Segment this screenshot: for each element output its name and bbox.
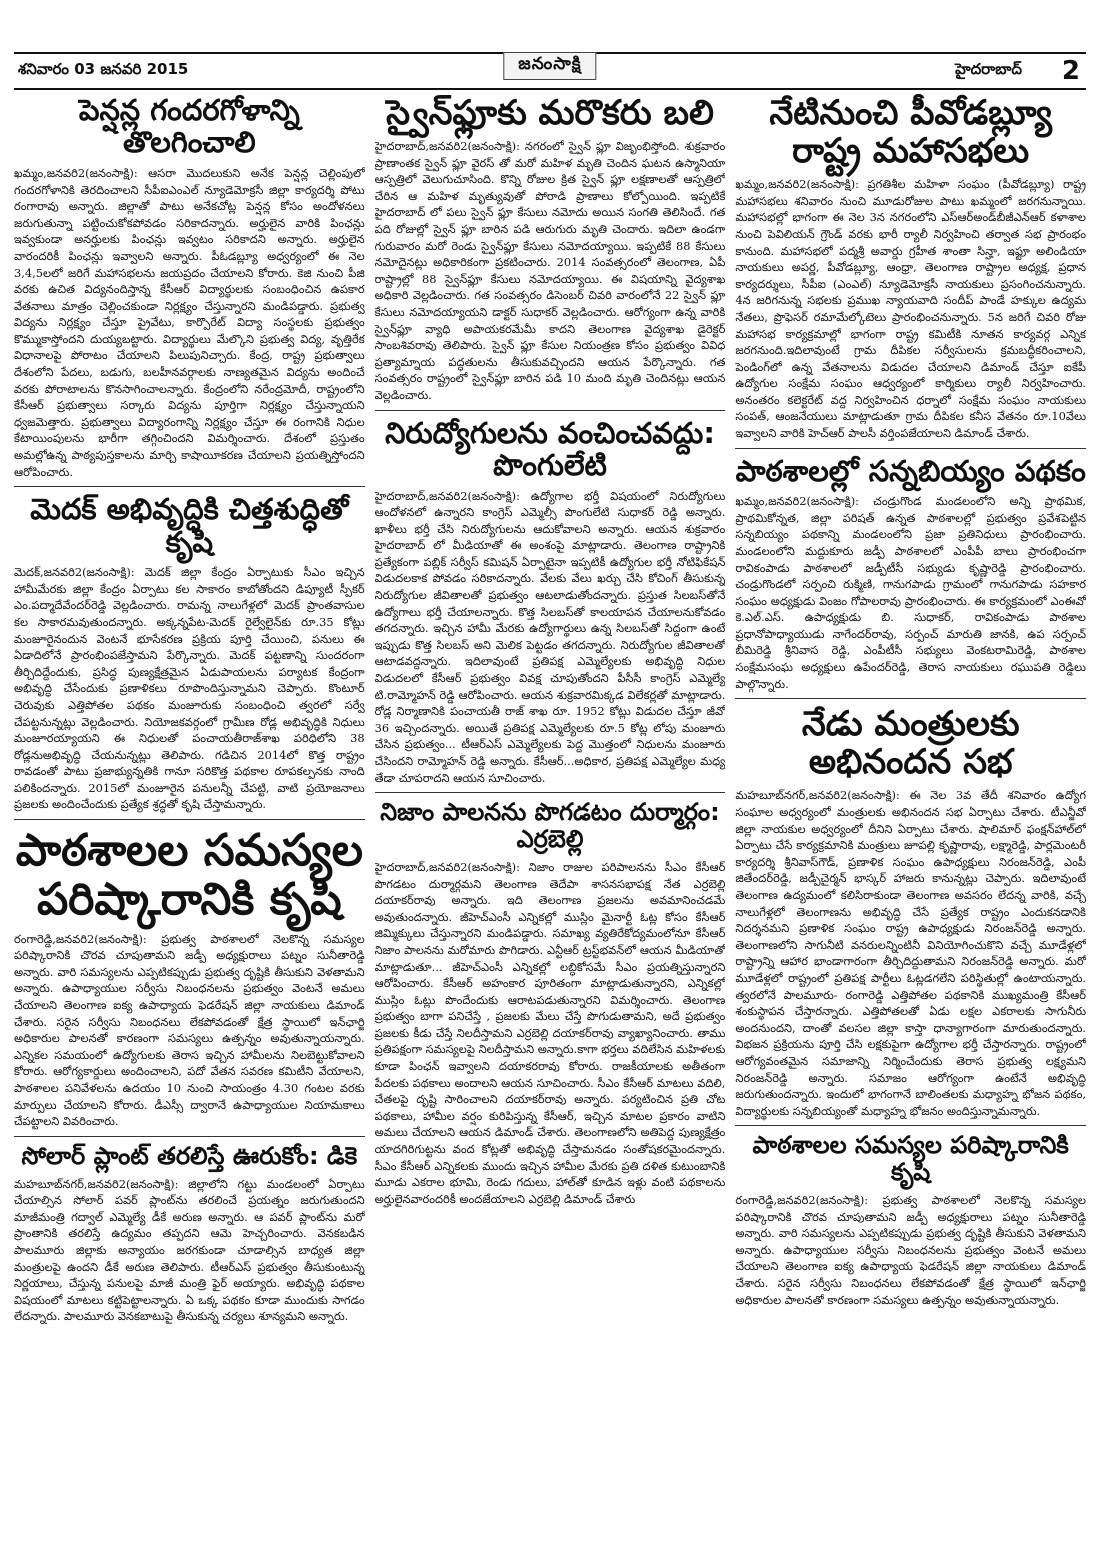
article-solar (14, 1143, 365, 1325)
divider (14, 819, 365, 820)
article-body: హైదరాబాద్,జనవరి2(జనంసాక్షి): నగరంలో స్వైన్ ఫ్లూ విజృంభిస్తోంది. శుక్రవారం ప్రాణాంతక స్వైన్ ఫ్లూ వైరస్ తో మరో మహిళ మృతి చెందిన ఘటన ఉస్మానియా ఆస్పత్రిలో వెలుగుచూసింది. కొన్ని రోజుల క్రిత స్వైన్ ఫ్లూ లక్షణాలతో ఆస్పత్రిలో చేరిన ఆ మహిళ మృత్యువుతో పోరాడి ప్రాణాలు కోల్పోయింది. ఇప్పటికే హైదరాబాద్ లో పలు స్వైన్ ఫ్లూ కేసులు నమోదు అయిన సంగతి తెలిసిందే. గత పది రోజుల్లో స్వైన్ ఫ్లూ బారిన పడి ఆరుగురు మృతి చెందారు. ఇదిలా ఉండగా గురువారం మరో రెండు స్వైన్‌ఫ్లూ కేసులు నమోదయ్యాయి. ఇప్పటికే 88 కేసులు నమోదైనట్లు అధికారికంగా ప్రకటించారు. 2014 సంవత్సరంలో తెలంగాణ, ఏపీ రాష్ట్రాల్లో 88 స్వైన్‌ఫ్లూ కేసులు నమోదయ్యాయి. ఈ విషయాన్ని వైద్యశాఖ అధికారి వెల్లడించారు. గత సంవత్సరం డిసెంబర్ చివరి వారంలోనే 22 స్వైన్ ఫ్లూ కేసులు నమోదయ్యాయని డాక్టర్ సుధాకర్ వెల్లడించారు. ఆరోగ్యంగా ఉన్న వారికి స్వైన్‌ఫ్లూ వ్యాధి అపాయకరమేమీ కాదని తెలంగాణ వైద్యశాఖ డైరెక్టర్ సాంబశివరావు తెలిపారు. స్వైన్ ఫ్లూ కేసుల నియంత్రణ కోసం ప్రభుత్వం వివిధ ప్రత్యామ్నాయ పద్ధతులను తీసుకువచ్చిందని ఆయన పేర్కొన్నారు. గత సంవత్సరం రాష్ట్రంలో స్వైన్‌ఫ్లూ బారిన పడి 10 మంది మృతి చెందినట్లు ఆయన వెల్లడించారు. (374, 139, 726, 402)
divider (14, 486, 365, 487)
column-left (14, 92, 365, 1552)
headline: పాఠశాలల సమస్యల పరిష్కారానికి కృషి (15, 825, 363, 926)
headline: మెదక్ అభివృద్ధికి చిత్తశుద్ధితో కృషి (30, 492, 349, 559)
headline: పాఠశాలల్లో సన్నబియ్యం పథకం (735, 453, 1086, 488)
issue-date: శనివారం 03 జనవరి 2015 (18, 60, 189, 78)
headline: నేడు మంత్రులకు అభినందన సభ (801, 704, 1020, 783)
headline: పాఠశాలల సమస్యల పరిష్కారానికి కృషి (752, 1131, 1069, 1187)
article-body: రంగారెడ్డి,జనవరి2(జనంసాక్షి): ప్రభుత్వ పాఠశాలలో నెలకొన్న సమస్యల పరిష్కారానికి చొరవ చూపుతామని జడ్పీ అధ్యక్షురాలు పట్నం సునీతారెడ్డి అన్నారు. వారి సమస్యలను ఎప్పటికప్పుడు ప్రభుత్వ దృష్టికి తీసుకుని వెళతామని అన్నారు. ఉపాధ్యాయుల సర్వీసు నిబంధనలను ప్రభుత్వం వెంటనే అమలు చేయాలని తెలంగాణ ఐక్య ఉపాధ్యాయ ఫెడరేషన్ జిల్లా నాయకులు డిమాండ్ చేశారు. సరైన సర్వీసు నిబంధనలు లేకపోవడంతో క్షేత్ర స్థాయిలో ఇన్‌ఛార్జి అధికారుల పాలనతో కారణంగా సమస్యలు ఉత్పన్నం అవుతున్నాయన్నారు. (735, 1193, 1087, 1307)
article-body: మహబూబ్‌నగర్,జనవరి2(జనంసాక్షి): జిల్లాలోని గట్టు మండలంలో ఏర్పాటు చేయాల్సిన సోలార్ పవర్ ప్లాంట్‌ను తరలించే ప్రయత్నం జరుగుతుందని మాజీమంత్రి గద్వాల్ ఎమ్మెల్యే డీకే అరుణ అన్నారు. ఆ పవర్ ప్లాంట్‌ను మరో ప్రాంతానికి తరలిస్తే ఉద్యమం తప్పదని ఆమె హెచ్చరించారు. వెనకబడిన పాలమూరు జిల్లాకు అన్యాయం జరగకుండా చూడాల్సిన బాధ్యత జిల్లా మంత్రులపై ఉందని డీకే అరుణ తెలిపారు. టీఆర్‌ఎస్ ప్రభుత్వం తీసుకుంటున్న నిర్ణయాలు, చేస్తున్న పనులపై మాజీ మంత్రి ఫైర్ అయ్యారు. అభివృద్ధి పథకాల విషయంలో మాటలు కట్టిపెట్టాలన్నారు. ఏ ఒక్క పథకం కూడా ముందుకు సాగడం లేదన్నారు. పాలమూరు వెనకబాటుపై తీసుకున్న చర్యలు శూన్యమని అన్నారు. (14, 1176, 365, 1324)
divider (735, 698, 1086, 699)
article-fine-rice (735, 455, 1086, 693)
article-swine-flu (375, 94, 726, 404)
headline: పెన్షన్ల గందరగోళాన్ని తొలగించాలి (78, 93, 300, 160)
article-body: హైదరాబాద్,జనవరి2(జనంసాక్షి): నిజాం రాజుల పరిపాలనను సీఎం కేసీఆర్ పొగడటం దుర్మార్గమని తెలంగాణ తెదేపా శాసనసభాపక్ష నేత ఎర్రబెల్లి దయాకర్‌రావు అన్నారు. ఇది తెలంగాణ ప్రజలను అవమానించడమే అవుతుందన్నారు. జీహెచ్ఎంసీ ఎన్నికల్లో ముస్లిం మైనార్టీ ఓట్ల కోసం కేసీఆర్ జిమ్మిక్కులు చేస్తున్నారని మండిపడ్డారు. సమాఖ్య వ్యతిరేకోద్యమంలోనూ కేసీఆర్ నిజాం పాలనను మరోమారు పొగిడారు. ఎన్టీఆర్ ట్రస్ట్‌భవన్‌లో ఆయన మీడియాతో మాట్లాడుతూ... జీహెచ్ఎంసీ ఎన్నికల్లో లబ్ధికోసమే సీఎం ప్రయత్నిస్తున్నారని ఆరోపించారు. కేసీఆర్ అహంకార పూరితంగా మాట్లాడుతున్నారని, ఎన్నికల్లో ముస్లిం ఓట్లు పొందేందుకు ఆరాటపడుతున్నారని విమర్శించారు. తెలంగాణ ప్రభుత్వం బాగా పనిచేస్తే , ప్రజలకు మేలు చేస్తే పొగుడుతామని, అదే ప్రభుత్వం ప్రజలకు కీడు చేస్తే నిలదీస్తామని ఎర్రబెల్లి దయాకర్‌రావు వ్యాఖ్యానించారు. తాము ప్రతిపక్షంగా సమస్యలపై నిలదీస్తామని అన్నారు.కాగా భర్తలు వదిలేసిన మహిళలకు కూడా పింఛన్ ఇవ్వాలని దయాకరరావు కోరారు. రాజకీయాలకు అతీతంగా పేదలకు పథకాలు అందాలని ఆయన సూచించారు. సీఎం కేసీఆర్ మాటలు వదిలి, చేతలపై దృష్టి సారించాలని దయాకర్‌రావు అన్నారు. పర్యటించిన ప్రతి చోట పథకాలు, హామీల వర్షం కురిపిస్తున్న కేసీఆర్, ఇచ్చిన మాటల ప్రకారం వాటిని అమలు చేయాలని ఆయన డిమాండ్ చేశారు. తెలంగాణలోని అతిపెద్ద పుణ్యక్షేత్రం యాదగిరిగుట్టను వంద కోట్లతో అభివృద్ధి చేస్తామనడం సంతోషకరమైందన్నారు. సీఎం కేసీఆర్ ఎన్నికలకు ముందు ఇచ్చిన హామీల మేరకు ప్రతి దళిత కుటుంబానికి మూడు ఎకరాల భూమి, రెండు గదులు, హాల్‌తో కూడిన ఇళ్లు వంటి పథకాలను అర్హులైనవారందరికీ అందజేయాలని ఎర్రబెల్లి డిమాండ్ చేశారు (374, 859, 726, 1206)
edition-city: హైదరాబాద్ (955, 60, 1022, 78)
headline: నేటినుంచి పీవోడబ్ల్యూ రాష్ట్ర మహాసభలు (769, 93, 1052, 172)
headline: నిరుద్యోగులను వంచించవద్దు: పొంగులేటి (385, 415, 715, 483)
article-body: హైదరాబాద్,జనవరి2(జనంసాక్షి): ఉద్యోగాల భర్తీ విషయంలో నిరుద్యోగులు ఆందోళనలో ఉన్నారని కాంగ్రెస్ ఎమ్మెల్సీ పొంగులేటి సుధాకర్ రెడ్డి అన్నారు. ఖాళీలు భర్తీ చేసి నిరుద్యోగులను ఆదుకోవాలని అన్నారు. ఆయన శుక్రవారం హైదరాబాద్ లో మీడియాతో ఈ అంశంపై మాట్లాడారు. తెలంగాణ రాష్ట్రానికి ప్రత్యేకంగా పబ్లిక్ సర్వీస్ కమిషన్ ఏర్పాటైనా ఇప్పటికీ ఉద్యోగుల భర్తీ నోటిఫికేషన్ విడుదలకాక పోవడం సరికాదన్నారు. వేలకు వేలు ఖర్చు చేసి కోచింగ్ తీసుకున్న నిరుద్యోగుల జీవితాలతో ప్రభుత్వం ఆటలాడుతోందన్నారు. ప్రస్తుత సిలబస్‌తోనే ఉద్యోగాలు భర్తీ చేయాలన్నారు. కొత్త సిలబస్‌తో కాలయాపన చేయాలనుకోవడం తగదన్నారు. ఇచ్చిన హామీ మేరకు ఉద్యోగార్థులు ఉన్న సిలబస్‌తో సిద్దంగా ఉంటే ఇప్పుడు కొత్త సిలబస్ అని మెలిక పెట్టడం తగదన్నారు. నిరుద్యోగుల జీవితాలతో ఆటాడవద్దన్నారు. ఇదిలావుంటే ప్రతిపక్ష ఎమ్మెల్యేలకు అభివృద్ధి నిధుల విడుదలలో కేసీఆర్ ప్రభుత్వం వివక్ష చూపుతోందని పీసీసీ కాంగ్రెస్ ఎమ్మెల్యే టి.రామ్మోహన్ రెడ్డి ఆరోపించారు. ఆయన శుక్రవారమిక్కడ విలేకర్లతో మాట్లాడారు. రోడ్ల నిర్మాణానికి పంచాయతీ రాజ్ శాఖ రూ. 1952 కోట్లు విడుదల చేస్తూ జీవో 36 ఇచ్చిందన్నారు. అయితే ప్రతిపక్ష ఎమ్మెల్యేలకు రూ.5 కోట్ల లోపు మంజూరు చేసిన ప్రభుత్వం... టీఆర్‌ఎస్ ఎమ్మెల్యేలకు పెద్ద మొత్తంలో నిధులను మంజూరు చేసిందని రామ్మోహన్ రెడ్డి అన్నారు. కేసీఆర్...అధికార, ప్రతిపక్ష ఎమ్మెల్యేల మధ్య తేడా చూపరాదని ఆయన సూచించారు. (374, 488, 726, 785)
column-middle (375, 92, 726, 1552)
article-school-problems-2 (735, 1132, 1086, 1308)
article-body: ఖమ్మం,జనవరి2(జనంసాక్షి): ఆసరా మొదలుకుని అనేక పెన్షన్ల చెల్లింపులో గందరగోళానికి తెరదించాలని సీపీఐఎంఎల్ న్యూడెమోక్రసీ జిల్లా కార్యదర్శి పోటు రంగారావు అన్నారు. జిల్లాతో పాటు అనేకచోట్ల పెన్షన్ల కోసం అందోళనలు జరుగుతున్నా పట్టించుకోకపోవడం సరికాదన్నారు. అర్హులైన వారికి పింఛన్లు ఇవ్వకుండా అనర్హులకు పింఛన్లు ఇవ్వటం సరికాదని అన్నారు. అర్హులైన వారందరికీ పింఛన్లు ఇవ్వాలని అన్నారు. పీఓడబ్ల్యూ అధ్వర్యంలో ఈ నెల 3,4,5లలో జరిగే మహాసభలను జయప్రదం చేయాలని కోరారు. కెజి నుంచి పీజి వరకు ఉచిత విద్యనందిస్తాన్న కేసీఆర్ విద్యార్థులకు సంబంధించిన ఉపకార వేతనాలు మాత్రం చెల్లించకుండా నిర్లక్ష్యం చేస్తున్నారని మండిపడ్డారు. ప్రభుత్వ విద్యను నిర్లక్ష్యం చేస్తూ ప్రైవేటు, కార్పొరేట్ విద్యా సంస్థలకు ప్రభుత్వం కొమ్ముకాస్తోందని దుయ్యబట్టారు. విద్యార్థులు మేల్కొని ప్రభుత్వ విద్య, వృత్తిరేక విధానాలపై పోరాటం చేయాలని పిలుపునిచ్చారు. కేంద్ర, రాష్ట్ర ప్రభుత్వాలు దేశంలోని పేదలు, బడుగు, బలహీనవర్గాలకు నాణ్యతమైన విద్యను అందించే వరకు పోరాటాలను కొనసాగించాలన్నారు. కేంద్రంలోని నరేంద్రమోదీ, రాష్ట్రంలోని కేసీఆర్ ప్రభుత్వాలు సర్కారు విద్యను పూర్తిగా నిర్లక్ష్యం చేస్తున్నాయని ధ్వజమెత్తారు. ప్రభుత్వాలు విద్యారంగాన్ని నిర్లక్ష్యం చేస్తూ ఈ రంగానికి నిధుల కేటాయింపులను భారీగా తగ్గించిందని విమర్శించారు. దేశంలో ప్రస్తుతం అమల్లోఉన్న పాఠ్యపుస్తకాలను మార్చి కాషాయీకరణ చేయాలని ప్రయత్నిస్తోందని ఆరోపించారు. (14, 165, 365, 479)
article-body: ఖమ్మం,జనవరి2(జనంసాక్షి): ప్రగతిశీల మహిళా సంఘం (పీవోడబ్ల్యూ) రాష్ట్ర మహాసభలు శనివారం నుంచి మూడురోజుల పాటు ఖమ్మంలో జరగనున్నాయి. మహాసభల్లో భాగంగా ఈ నెల 3న నగరంలోని ఎస్ఆర్అండ్‌బీజీఎన్ఆర్ కళాశాల నుంచి పెవిలియన్ గ్రౌండ్ వరకు భారీ ర్యాలీ నిర్వహించి తర్వాత సభ ప్రారంభం కానుంది. మహాసభలో పద్మశ్రీ అవార్డు గ్రహీత శాంతా సిన్హా, ఇఫ్టూ అలిండియా నాయకులు అపర్ణ, పీవోడబ్ల్యూ, ఆంధ్రా, తెలంగాణ రాష్ట్రాల అధ్యక్ష, ప్రధాన కార్యదర్శులు, సీపీఐ (ఎంఎల్) న్యూడెమోక్రసీ నాయకులు ప్రసంగించనున్నారు. 4న జరిగనున్న సభలకు ప్రముఖ న్యాయవాది సందీప్ పాండే హక్కుల ఉద్యమ నేతలు, ప్రొఫెసర్ రమామేల్కోటెలు ప్రారంభించనున్నారు. 5న జరిగే చివరి రోజు మహాసభ కార్యక్రమాల్లో భాగంగా రాష్ట్ర కమిటీకి నూతన కార్యవర్గ ఎన్నిక జరగనుంది.ఇదిలావుంటే గ్రామ దీపికల సర్వీసులను క్రమబద్ధీకరించాలని, పెండింగ్‌లో ఉన్న వేతనాలను విడుదల చేయాలని డిమాండ్ చేస్తూ ఐకేపీ ఉద్యోగుల సంక్షేమ సంఘం ఆధ్వర్యంలో కార్మికులు ర్యాలీ నిర్వహించారు. అనంతరం కలెక్టరేట్ వద్ద నిర్వహించిన ధర్నాలో సంక్షేమ సంఘం నాయకులు సంపత్, ఆంజనేయులు మాట్లాడుతూ గ్రామ దీపికల కనీస వేతనం రూ.10వేలు ఇవ్వాలని వారికి హెచ్ఆర్ పాలసీ వర్తింపజేయాలని డిమాండ్ చేశారు. (735, 177, 1087, 441)
headline: స్వైన్‌ఫ్లూకు మరొకరు బలి (386, 93, 714, 133)
masthead (14, 52, 1086, 90)
columns (14, 92, 1086, 1552)
divider (375, 410, 726, 411)
divider (375, 792, 726, 793)
divider (735, 448, 1086, 449)
headline: నిజాం పాలనను పొగడటం దుర్మార్గం: ఎర్రబెల్లి (380, 798, 720, 854)
article-pow (735, 94, 1086, 442)
article-school-problems (14, 826, 365, 1130)
newspaper-logo: జనంసాక్షి (503, 52, 596, 80)
article-body: ఖమ్మం,జనవరి2(జనంసాక్షి): చండ్రుగొండ మండలంలోని అన్ని ప్రాథమిక, ప్రాథమికోన్నత, జిల్లా పరిషత్ ఉన్నత పాఠశాలల్లో ప్రభుత్వం ప్రవేశపెట్టిన సన్నబియ్యం పథకాన్ని మండలంలోని ప్రజా ప్రతినిధులు ప్రారంభించారు. మండలంలోని మద్దుకూరు జడ్పీ పాఠశాలలో ఎంపీపీ బాలు ప్రారంభించగా రావికంపాడు పాఠశాలలో జడ్పీటీసీ సభ్యుడు కృష్ణారెడ్డి ప్రారంభించారు. చండ్రుగొండలో సర్పంచి రుక్మిణి, గానుగపాడు గ్రామంలో గానుగపాడు సహకార సంఘం అధ్యక్షుడు వింజం గోపాలరావు ప్రారంభించారు. ఈ కార్యక్రమంలో ఎంఈవో కె.ఎల్.ఎస్. ఉపాధ్యక్షుడు బి. సుధాకర్, రావికంపాడు పాఠశాల ప్రధానోపాధ్యాయుడు నాగేందర్‌రావు, సర్పంచ్ మారుతి జానకి, ఉప సర్పంచ్ బీమిరెడ్డి శ్రీనివాస రెడ్డి, ఎంపీటీసీ సభ్యులు వెంకటరామిరెడ్డి, పాఠశాల సంక్షేమసంఘ అధ్యక్షులు ఉపేందర్‌రెడ్డి, తెరాస నాయకులు రఘుపతి రెడ్డిలు పాల్గొన్నారు. (735, 494, 1087, 691)
masthead-right (955, 56, 1086, 86)
article-body: రంగారెడ్డి,జనవరి2(జనంసాక్షి): ప్రభుత్వ పాఠశాలలో నెలకొన్న సమస్యల పరిష్కారానికి చొరవ చూపుతామని జడ్పీ అధ్యక్షురాలు పట్నం సునీతారెడ్డి అన్నారు. వారి సమస్యలను ఎప్పటికప్పుడు ప్రభుత్వ దృష్టికి తీసుకుని వెళతామని అన్నారు. ఉపాధ్యాయుల సర్వీసు నిబంధనలను ప్రభుత్వం వెంటనే అమలు చేయాలని తెలంగాణ ఐక్య ఉపాధ్యాయ ఫెడరేషన్ జిల్లా నాయకులు డిమాండ్ చేశారు. సరైన సర్వీసు నిబంధనలు లేకపోవడంతో క్షేత్ర స్థాయిలో ఇన్‌ఛార్జి అధికారుల పాలనతో కారణంగా సమస్యలు ఉత్పన్నం అవుతున్నాయన్నారు. ఎన్నికల సమయంలో ఉద్యోగులకు తెరాస ఇచ్చిన హామీలను నిలబెట్టుకోవాలని కోరారు. ఆరోగ్యకార్డులు అందించాలని, పదో వేతన సవరణ కమిటీని వేయాలని, పాఠశాలల పనివేళలను ఉదయం 10 నుంచి సాయంత్రం 4.30 గంటల వరకు మార్పులు చేయాలని కోరారు. డీఎస్సీ ద్వారానే ఉపాధ్యాయుల నియామకాలు చేపట్టాలని వివరించారు. (14, 931, 365, 1129)
headline: సోలార్ ప్లాంట్ తరలిస్తే ఊరుకోం: డికె (21, 1141, 358, 1170)
article-unemployed (375, 417, 726, 787)
article-felicitation (735, 705, 1086, 1119)
article-body: మహబూబ్‌నగర్,జనవరి2(జనంసాక్షి): ఈ నెల 3వ తేదీ శనివారం ఉద్యోగ సంఘాల అధ్వర్యంలో మంత్రులకు అభినందన సభ ఏర్పాటు చేశారు. టీఎన్జీవో జిల్లా నాయకుల అధ్వర్యంలో దీనిని ఏర్పాటు చేశారు. షాలిమార్ ఫంక్షన్‌హాల్‌లో ఏర్పాటు చేసే కార్యక్రమానికి మంత్రులు జూపల్లి కృష్ణారావు, లక్ష్మారెడ్డి, పార్లమెంటరీ కార్యదర్శి శ్రీనివాస్‌గౌడ్, ప్రణాళిక సంఘం ఉపాధ్యక్షులు నిరంజన్‌రెడ్డి, ఎంపీ జితేందర్‌రెడ్డి, జడ్పీచైర్మన్ భాస్కర్ హాజరు కానున్నట్లు చెప్పారు. ఇదిలావుంటే తెలంగాణ ఉద్యమంలో కలిసిరాకుండా తెలంగాణ అవసరం లేదన్న వారికి, వచ్చే నాలుగేళ్లలో తెలంగాణను అభివృద్ధి చేసే ప్రత్యేక రాష్ట్రం ఎందుకనడానికి నిదర్శనమని ప్రణాళిక సంఘం రాష్ట్ర ఉపాధ్యక్షుడు నిరంజన్‌రెడ్డి అన్నారు. తెలంగాణలోని సాగునీటి వనరులన్నింటినీ వినియోగించుకొని వచ్చే మూడేళ్లలో రాష్ట్రాన్ని ఆహార భాండాగారంగా తీర్చిదిద్దుతామని నిరంజన్‌రెడ్డి అన్నారు. మరో మూడేళ్లలో రాష్ట్రంలో ప్రతిపక్ష పార్టీలు ఓట్లడగలేని పరిస్థితుల్లో ఉంటాయన్నారు. త్వరలోనే పాలమూరు- రంగారెడ్డి ఎత్తిపోతల పథకానికి ముఖ్యమంత్రి కేసీఆర్ శంకుస్థాపన చేస్తారన్నారు. ఎత్తిపోతలతో ఏడు లక్షల ఎకరాలకు సాగునీరు అందనుందని, దాంతో వలసల జిల్లా కాస్తా ధాన్యాగారంగా మారుతుందన్నారు. విభజన ప్రక్రియను పూర్తి చేసి లక్షకుపైగా ఉద్యోగాల భర్తీ చేస్తారన్నారు. రాష్ట్రంలో ఆరోగ్యవంతమైన సమాజాన్ని నిర్మించేందుకు తెరాస ప్రభుత్వ లక్ష్యమని నిరంజన్‌రెడ్డి అన్నారు. సమాజం ఆరోగ్యంగా ఉంటేనే అభివృద్ధి జరుగుతుందన్నారు. ఇందులో భాగంగానే బాలింతలకు మధ్యాహ్న భోజన పథకం, విద్యార్థులకు సన్నబియ్యంతో మధ్యాహ్న భోజనం అందిస్తున్నామన్నారు. (735, 788, 1087, 1118)
column-right (735, 92, 1086, 1552)
page-number: 2 (1061, 56, 1080, 86)
article-nizam (375, 799, 726, 1207)
divider (735, 1125, 1086, 1126)
divider (14, 1136, 365, 1137)
article-medak (14, 493, 365, 813)
article-body: మెదక్,జనవరి2(జనంసాక్షి): మెదక్ జిల్లా కేంద్రం ఏర్పాటుకు సీఎం ఇచ్చిన హామీమేరకు జిల్లా కేంద్రం ఏర్పాటు కల సాకారం కాబోతోందని డిప్యూటీ స్పీకర్ ఎం.పద్మాదేవేందర్‌రెడ్డి వెల్లడించారు. రామన్న నాలుగేళ్లలో మెదక్ ప్రాంతవాసుల కల సాకారమవుతుందన్నారు. అక్కన్నపేట-మెదక్ రైల్వేలైన్‌కు రూ.35 కోట్లు మంజూరైనందున వెంటనే భూసేకరణ ప్రక్రియ పూర్తి చేయించి, పనులు ఈ ఏడాదిలోనే ప్రారంభింపజేస్తామని పేర్కొన్నారు. మెదక్ పట్టణాన్ని సుందరంగా తీర్చిదిద్దేందుకు, ప్రసిద్ధ పుణ్యక్షేత్రమైన ఏడుపాయలను పర్యాటక కేంద్రంగా అభివృద్ధి చేసేందుకు ప్రణాళికలు రూపొందిస్తున్నామని చెప్పారు. కొంటూర్ చెరువుకు ఎత్తిపోతల పథకం మంజూరుకు సంబంధించి త్వరలో సర్వే చేపట్టనున్నట్లు వెల్లడించారు. నియోజకవర్గంలో గ్రామీణ రోడ్ల అభివృద్ధికి నిధులు మంజూరయ్యాయని ఈ నిధులతో పంచాయతీరాజ్‌శాఖ పరిధిలోని 38 రోడ్లనుఅభివృద్ధి చేయనున్నట్లు తెలిపారు. గడిచిన 2014లో కొత్త రాష్ట్రం రావడంతో పాటు ప్రజాభ్యున్నతికి గానూ సరికొత్త పథకాల రూపకల్పనకు నాంది పలికిందన్నారు. 2015లో మంజూరైన పనులన్నీ చేపట్టి, వాటి ప్రయోజనాలు ప్రజలకు అందించేందుకు ప్రత్యేక శ్రద్ధతో కృషి చేస్తామన్నారు. (14, 565, 365, 812)
article-pensions (14, 94, 365, 480)
